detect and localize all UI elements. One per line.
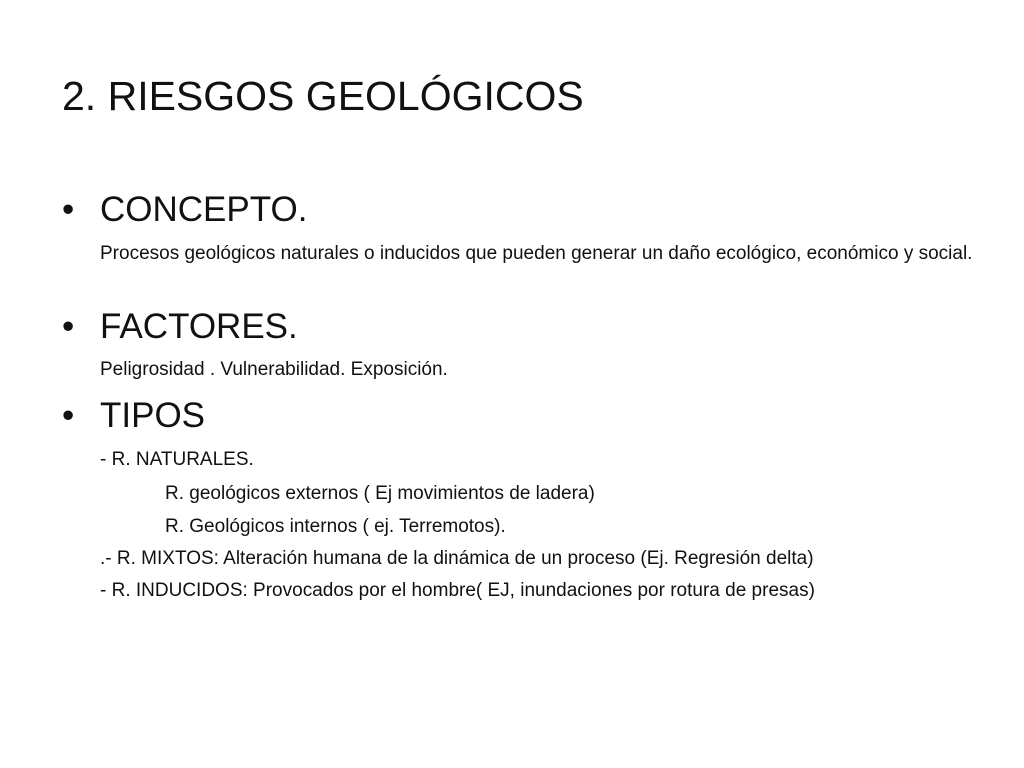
bullet-concepto	[62, 190, 307, 230]
factores-heading: FACTORES.	[100, 307, 298, 346]
factores-text: Peligrosidad . Vulnerabilidad. Exposición.	[100, 359, 448, 380]
tipos-mixtos: .- R. MIXTOS: Alteración humana de la dinámica de un proceso (Ej. Regresión delta)	[100, 548, 814, 569]
tipos-inducidos: - R. INDUCIDOS: Provocados por el hombre( EJ, inundaciones por rotura de presas)	[100, 580, 815, 601]
bullet-dot: •	[62, 307, 75, 346]
tipos-heading: TIPOS	[100, 396, 206, 435]
tipos-naturales: - R. NATURALES.	[100, 449, 254, 470]
bullet-dot: •	[62, 396, 75, 435]
bullet-tipos	[62, 396, 205, 436]
tipos-externos: R. geológicos externos ( Ej movimientos de ladera)	[165, 483, 595, 504]
bullet-dot: •	[62, 190, 75, 229]
tipos-internos: R. Geológicos internos ( ej. Terremotos).	[165, 516, 506, 537]
slide-title: 2. RIESGOS GEOLÓGICOS	[62, 73, 584, 119]
concepto-text: Procesos geológicos naturales o inducidos que pueden generar un daño ecológico, económico y social.	[100, 243, 973, 264]
concepto-heading: CONCEPTO.	[100, 190, 308, 229]
bullet-factores	[62, 307, 298, 347]
